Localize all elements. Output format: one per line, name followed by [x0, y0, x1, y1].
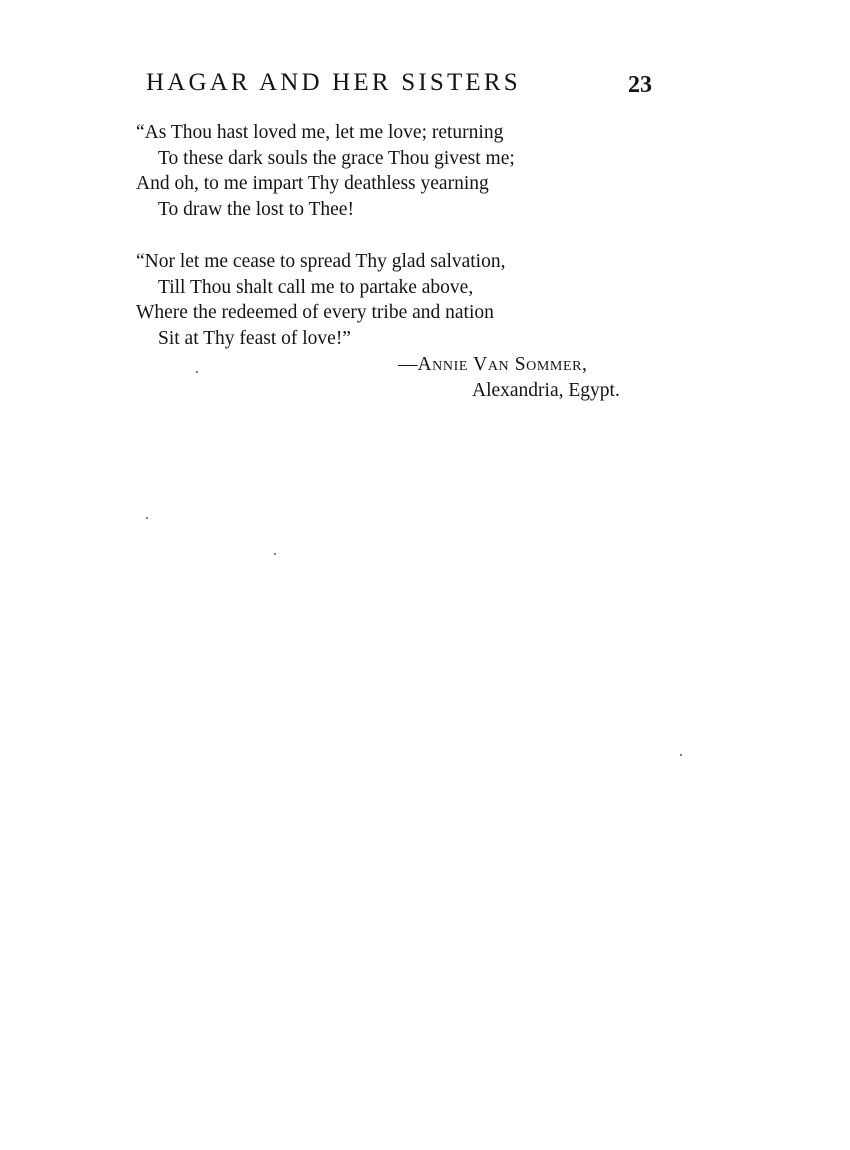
poem-line: Sit at Thy feast of love!”: [158, 327, 351, 349]
poem-stanza-1: [136, 120, 656, 222]
poem-line: “Nor let me cease to spread Thy glad salvation,: [136, 251, 506, 272]
attribution-dash: —: [398, 354, 418, 375]
running-title: HAGAR AND HER SISTERS: [146, 69, 521, 96]
poem-line: Where the redeemed of every tribe and nation: [136, 302, 494, 323]
poem-line: To draw the lost to Thee!: [158, 198, 354, 220]
attribution-place: Alexandria, Egypt.: [472, 379, 620, 401]
scan-speck: [274, 553, 276, 555]
poem-line: “As Thou hast loved me, let me love; returning: [136, 122, 504, 143]
attribution-author: Annie Van Sommer,: [417, 354, 588, 375]
poem-line: And oh, to me impart Thy deathless yearning: [136, 173, 489, 194]
poem-attribution: [370, 352, 670, 403]
poem-stanza-2: [136, 249, 656, 351]
page-number: 23: [628, 72, 652, 98]
attribution-author-line: [370, 352, 670, 378]
scan-speck: [146, 517, 148, 519]
scan-speck: [196, 371, 198, 373]
poem-line: To these dark souls the grace Thou givest me;: [158, 147, 515, 169]
running-head: [146, 66, 656, 102]
poem-line: Till Thou shalt call me to partake above,: [158, 276, 474, 298]
scan-speck: [680, 754, 682, 756]
